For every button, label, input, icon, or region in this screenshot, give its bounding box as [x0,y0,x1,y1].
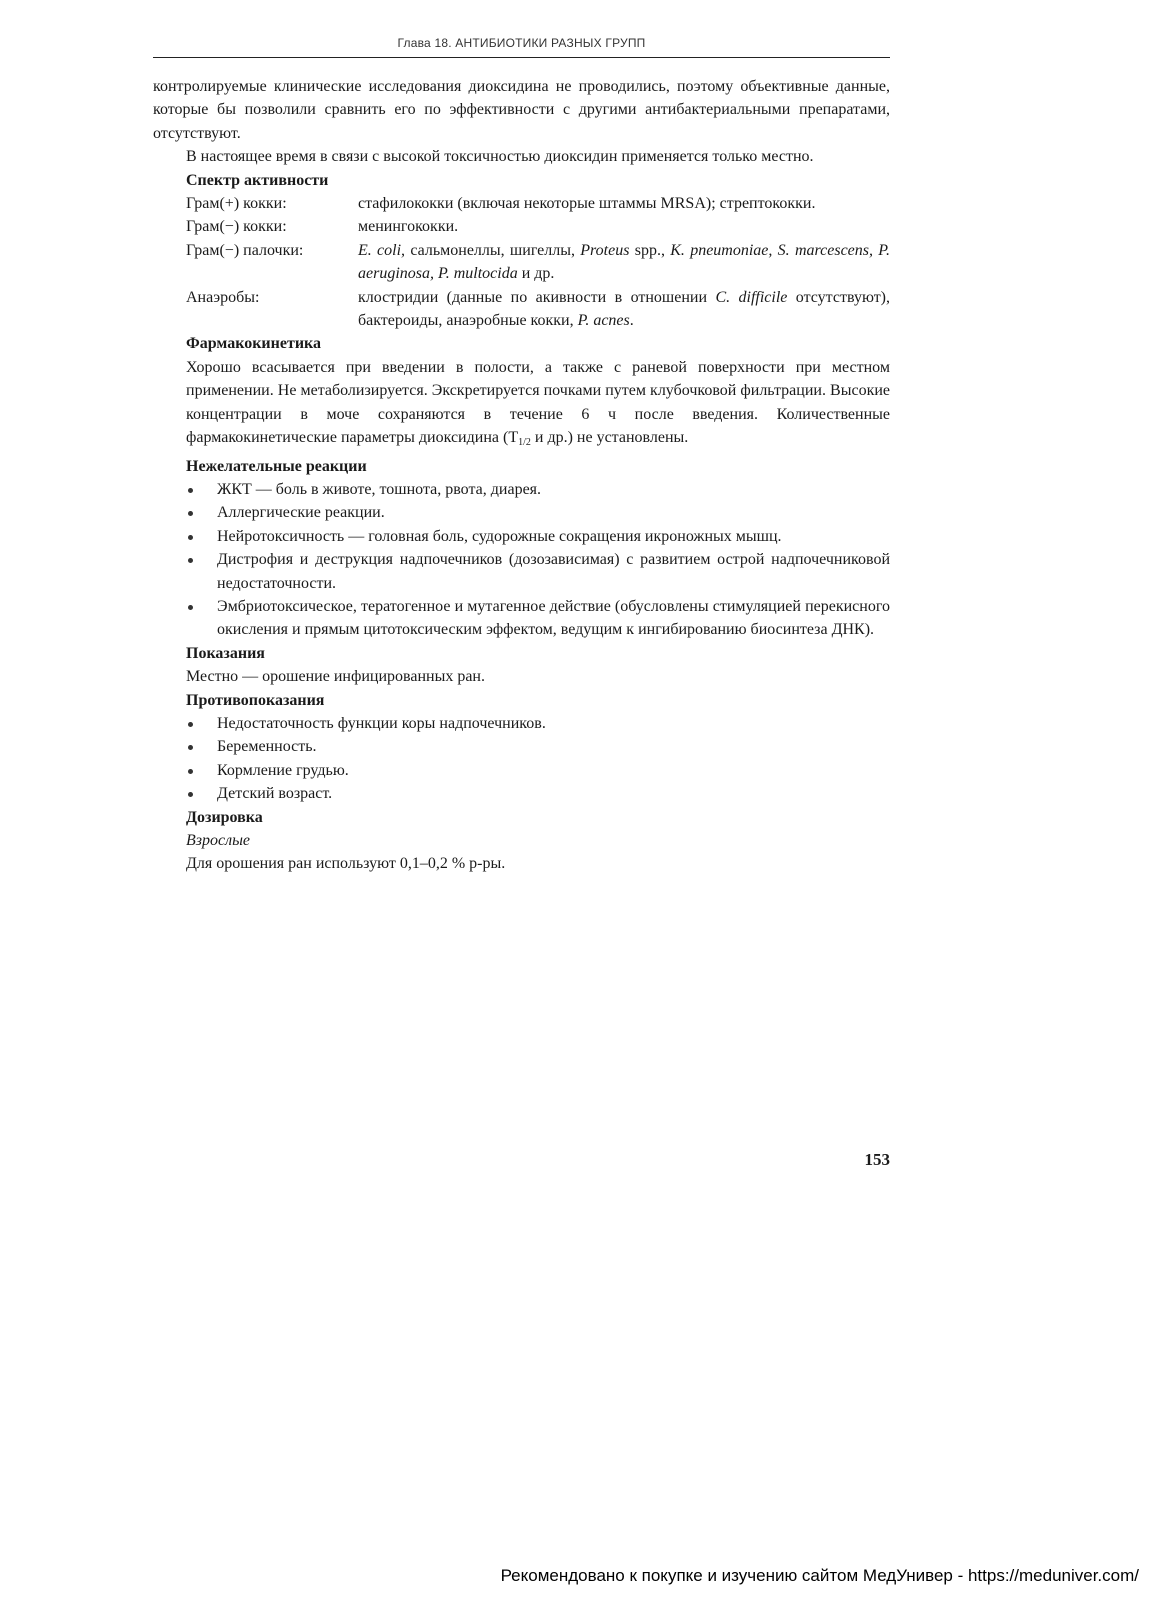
indications-heading: Показания [186,644,265,662]
list-item: Кормление грудью. [186,759,890,782]
organism-text: клостридии (данные по акивности в отношении [358,288,716,306]
spectrum-row-gram-negative-rods [186,239,890,286]
spectrum-label: Грам(+) кокки: [186,195,287,213]
spectrum-row-anaerobes [186,286,890,333]
organism-text: отсутствуют), бактероиды, анаэробные кокки, [358,288,891,330]
list-item: Дистрофия и деструкция надпочечников (дозозависимая) с развитием острой надпочечниковой недостаточности. [186,548,890,595]
list-item: Недостаточность функции коры надпочечников. [186,712,890,735]
intro-paragraph-1: контролируемые клинические исследования диоксидина не проводились, поэтому объективные данные, которые бы позволили сравнить его по эффективности с другими антибактериальными препаратами, отсутствуют. [153,78,890,142]
contraindications-list [153,712,890,806]
spectrum-row-gram-negative-cocci [186,215,890,238]
spectrum-table [153,192,890,332]
page-number: 153 [864,1150,890,1169]
dosage-heading: Дозировка [186,808,263,826]
organism-text: сальмонеллы, шигеллы, [405,241,581,259]
organism-text: . [629,312,634,330]
organism-text: и др. [517,265,555,283]
half-life-subscript: 1/2 [518,437,531,449]
adverse-reactions-list [153,478,890,642]
indications-text: Местно — орошение инфицированных ран. [186,668,485,686]
spectrum-label: Грам(−) кокки: [186,218,287,236]
header-rule [153,57,890,58]
footer-note: Рекомендовано к покупке и изучению сайтом МедУнивер - https://meduniver.com/ [500,1566,1139,1585]
organism-name: P. acnes [577,312,630,330]
organism-name: Proteus [580,241,630,259]
spectrum-label: Грам(−) палочки: [186,241,304,259]
list-item: Аллергические реакции. [186,501,890,524]
organism-name: E. coli, [358,241,406,259]
list-item: Нейротоксичность — головная боль, судорожные сокращения икроножных мышц. [186,525,890,548]
pharmacokinetics-text: Хорошо всасывается при введении в полости, а также с раневой поверхности при местном применении. Не метаболизируется. Экскретируется почками путем клубочковой фильтрации. Высокие концентрации в моче сохраняются в течение 6 ч после введения. Количественные фармакокинетические параметры диоксидина (T [186,358,890,447]
spectrum-label: Анаэробы: [186,288,260,306]
contraindications-heading: Противопоказания [186,691,325,709]
list-item: Эмбриотоксическое, тератогенное и мутагенное действие (обусловлены стимуляцией перекисного окисления и прямым цитотоксическим эффектом, ведущим к ингибированию биосинтеза ДНК). [186,595,890,642]
dosage-subheading: Взрослые [186,832,251,849]
page-content [153,75,890,876]
spectrum-value: менингококки. [358,218,459,236]
spectrum-value [358,286,890,333]
list-item: Беременность. [186,735,890,758]
spectrum-value [358,239,890,286]
intro-paragraph-2: В настоящее время в связи с высокой токсичностью диоксидин применяется только местно. [186,148,814,166]
list-item: Детский возраст. [186,782,890,805]
organism-name: C. difficile [715,288,788,306]
running-head: Глава 18. АНТИБИОТИКИ РАЗНЫХ ГРУПП [397,36,646,50]
dosage-text: Для орошения ран используют 0,1–0,2 % р-ры. [186,855,506,873]
spectrum-value: стафилококки (включая некоторые штаммы MRSA); стрептококки. [358,195,816,213]
list-item: ЖКТ — боль в животе, тошнота, рвота, диарея. [186,478,890,501]
spectrum-row-gram-positive-cocci [186,192,890,215]
pharmacokinetics-paragraph [153,356,890,455]
spectrum-heading: Спектр активности [186,171,329,189]
adverse-reactions-heading: Нежелательные реакции [186,457,367,475]
organism-text: spp., [629,241,671,259]
pharmacokinetics-heading: Фармакокинетика [186,335,322,353]
pharmacokinetics-text-end: и др.) не установлены. [530,429,689,447]
organism-name: K. pneumoniae, S. marcescens, P. aeruginosa, P. multocida [358,241,890,283]
